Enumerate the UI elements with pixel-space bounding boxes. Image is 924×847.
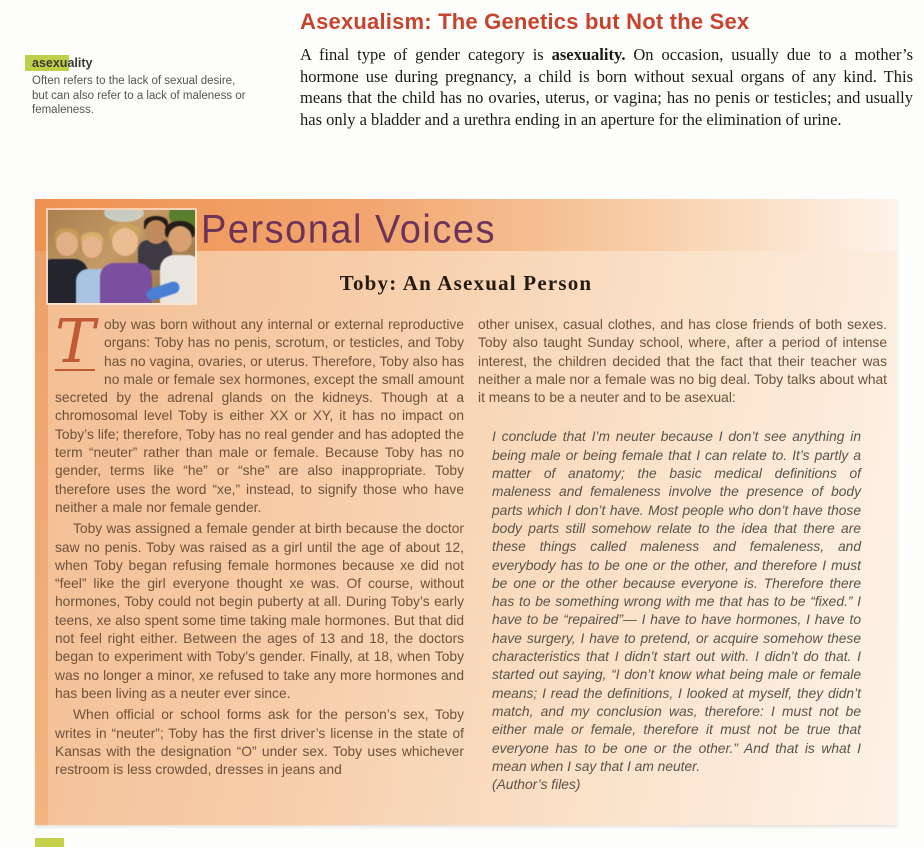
photo-person-shape [82,236,102,258]
paragraph-3: When official or school forms ask for the person’s sex, Toby writes in “neuter”; Toby has the first driver’s license in the state of Kansas with the designation “O” under sex. Toby uses whichever restroom is less crowded, dresses in jeans and [55,707,464,778]
photo-person-shape [112,228,138,256]
quote-attribution: (Author’s files) [492,777,581,793]
two-column-article [55,307,887,794]
first-person-quote: I conclude that I’m neuter because I don’t see anything in being male or being female that I can relate to. It’s partly a matter of anatomy; the basic medical definitions of maleness and femaleness involve the presence of body parts which I don’t have. Most people who don’t have those body parts still somehow relate to the idea that there are these things called maleness and femaleness, and everybody has to be one or the other, and therefore I must be one or the other because everyone is. Therefore there has to be something wrong with me that has to be “fixed.” I have to be “repaired”— I have to have hormones, I have to have surgery, I have to pretend, or acquire somehow these characteristics that I didn’t start out with. I didn’t do that. I started out saying, “I don’t know what being male or female means; I read the definitions, I looked at myself, they didn’t match, and my conclusion was, therefore: I must not be either male or female, therefore it must not be true that everyone has to be one or the other.” And that is what I mean when I say that I am neuter. [492,429,861,774]
right-column [478,316,887,794]
paragraph-1-text: oby was born without any internal or external reproductive organs: Toby has no penis, scrotum, or testicles, and Toby has no vagina, ovaries, or uterus. Therefore, Toby also has no male or female sex hormones, except the small amount secreted by the adrenal glands on the kidneys. Though at a chromosomal level Toby is either XX or XY, it has no impact on Toby’s life; therefore, Toby has no real gender and has adopted the term “neuter” rather than male or female. Because Toby has no gender, terms like “he” or “she” are also inappropriate. Toby therefore uses the word “xe,” instead, to signify those who have neither a male nor female gender. [55,317,464,515]
left-column [55,307,464,794]
lead-intro-text: A final type of gender category is [300,45,552,64]
defined-term-highlight: asexuality [25,55,96,71]
lead-paragraph [300,44,913,130]
personal-voices-kicker: Personal Voices [201,208,496,252]
term-definition-text: Often refers to the lack of sexual desire, but can also refer to a lack of maleness or femaleness. [32,75,246,116]
intro-paragraph: other unisex, casual clothes, and has close friends of both sexes. Toby also taught Sunday school, where, after a period of intense interest, the children decided that the fact that their teacher was neither a male nor a female was no big deal. Toby talks about what it means to be a neuter and to be asexual: [478,317,887,406]
lead-bold-term: asexuality. [551,45,626,64]
next-term-highlight-cutoff [35,838,64,847]
dropcap-letter: T [55,307,96,377]
photo-background-shape [104,210,144,222]
photo-person-shape [56,232,78,256]
paragraph-2: Toby was assigned a female gender at birth because the doctor saw no penis. Toby was raised as a girl until the age of about 12, when Toby began refusing female hormones because xe did not “feel” like the girl everyone thought xe was. Of course, without hormones, Toby could not begin puberty at all. During Toby’s early teens, xe also spent some time taking male hormones. But that did not feel right either. Between the ages of 13 and 18, the doctors began to experiment with Toby’s gender. Finally, at 18, when Toby was no longer a minor, xe refused to take any more hormones and has been living as a neuter ever since. [55,521,464,701]
lead-rest-text: On occasion, usually due to a mother’s hormone use during pregnancy, a child is born without sexual organs of any kind. This means that the child has no ovaries, uterus, or vagina; has no penis or testicles; and usually has only a bladder and a urethra ending in an aperture for the elimination of urine. [300,45,914,129]
margin-definition-note [32,54,270,118]
photo-person-shape [168,226,192,252]
section-heading: Asexualism: The Genetics but Not the Sex [300,9,750,34]
photo-person-shape [145,220,167,244]
personal-voices-box [35,199,897,825]
article-title: Toby: An Asexual Person [339,271,593,295]
paragraph-1 [55,307,464,517]
